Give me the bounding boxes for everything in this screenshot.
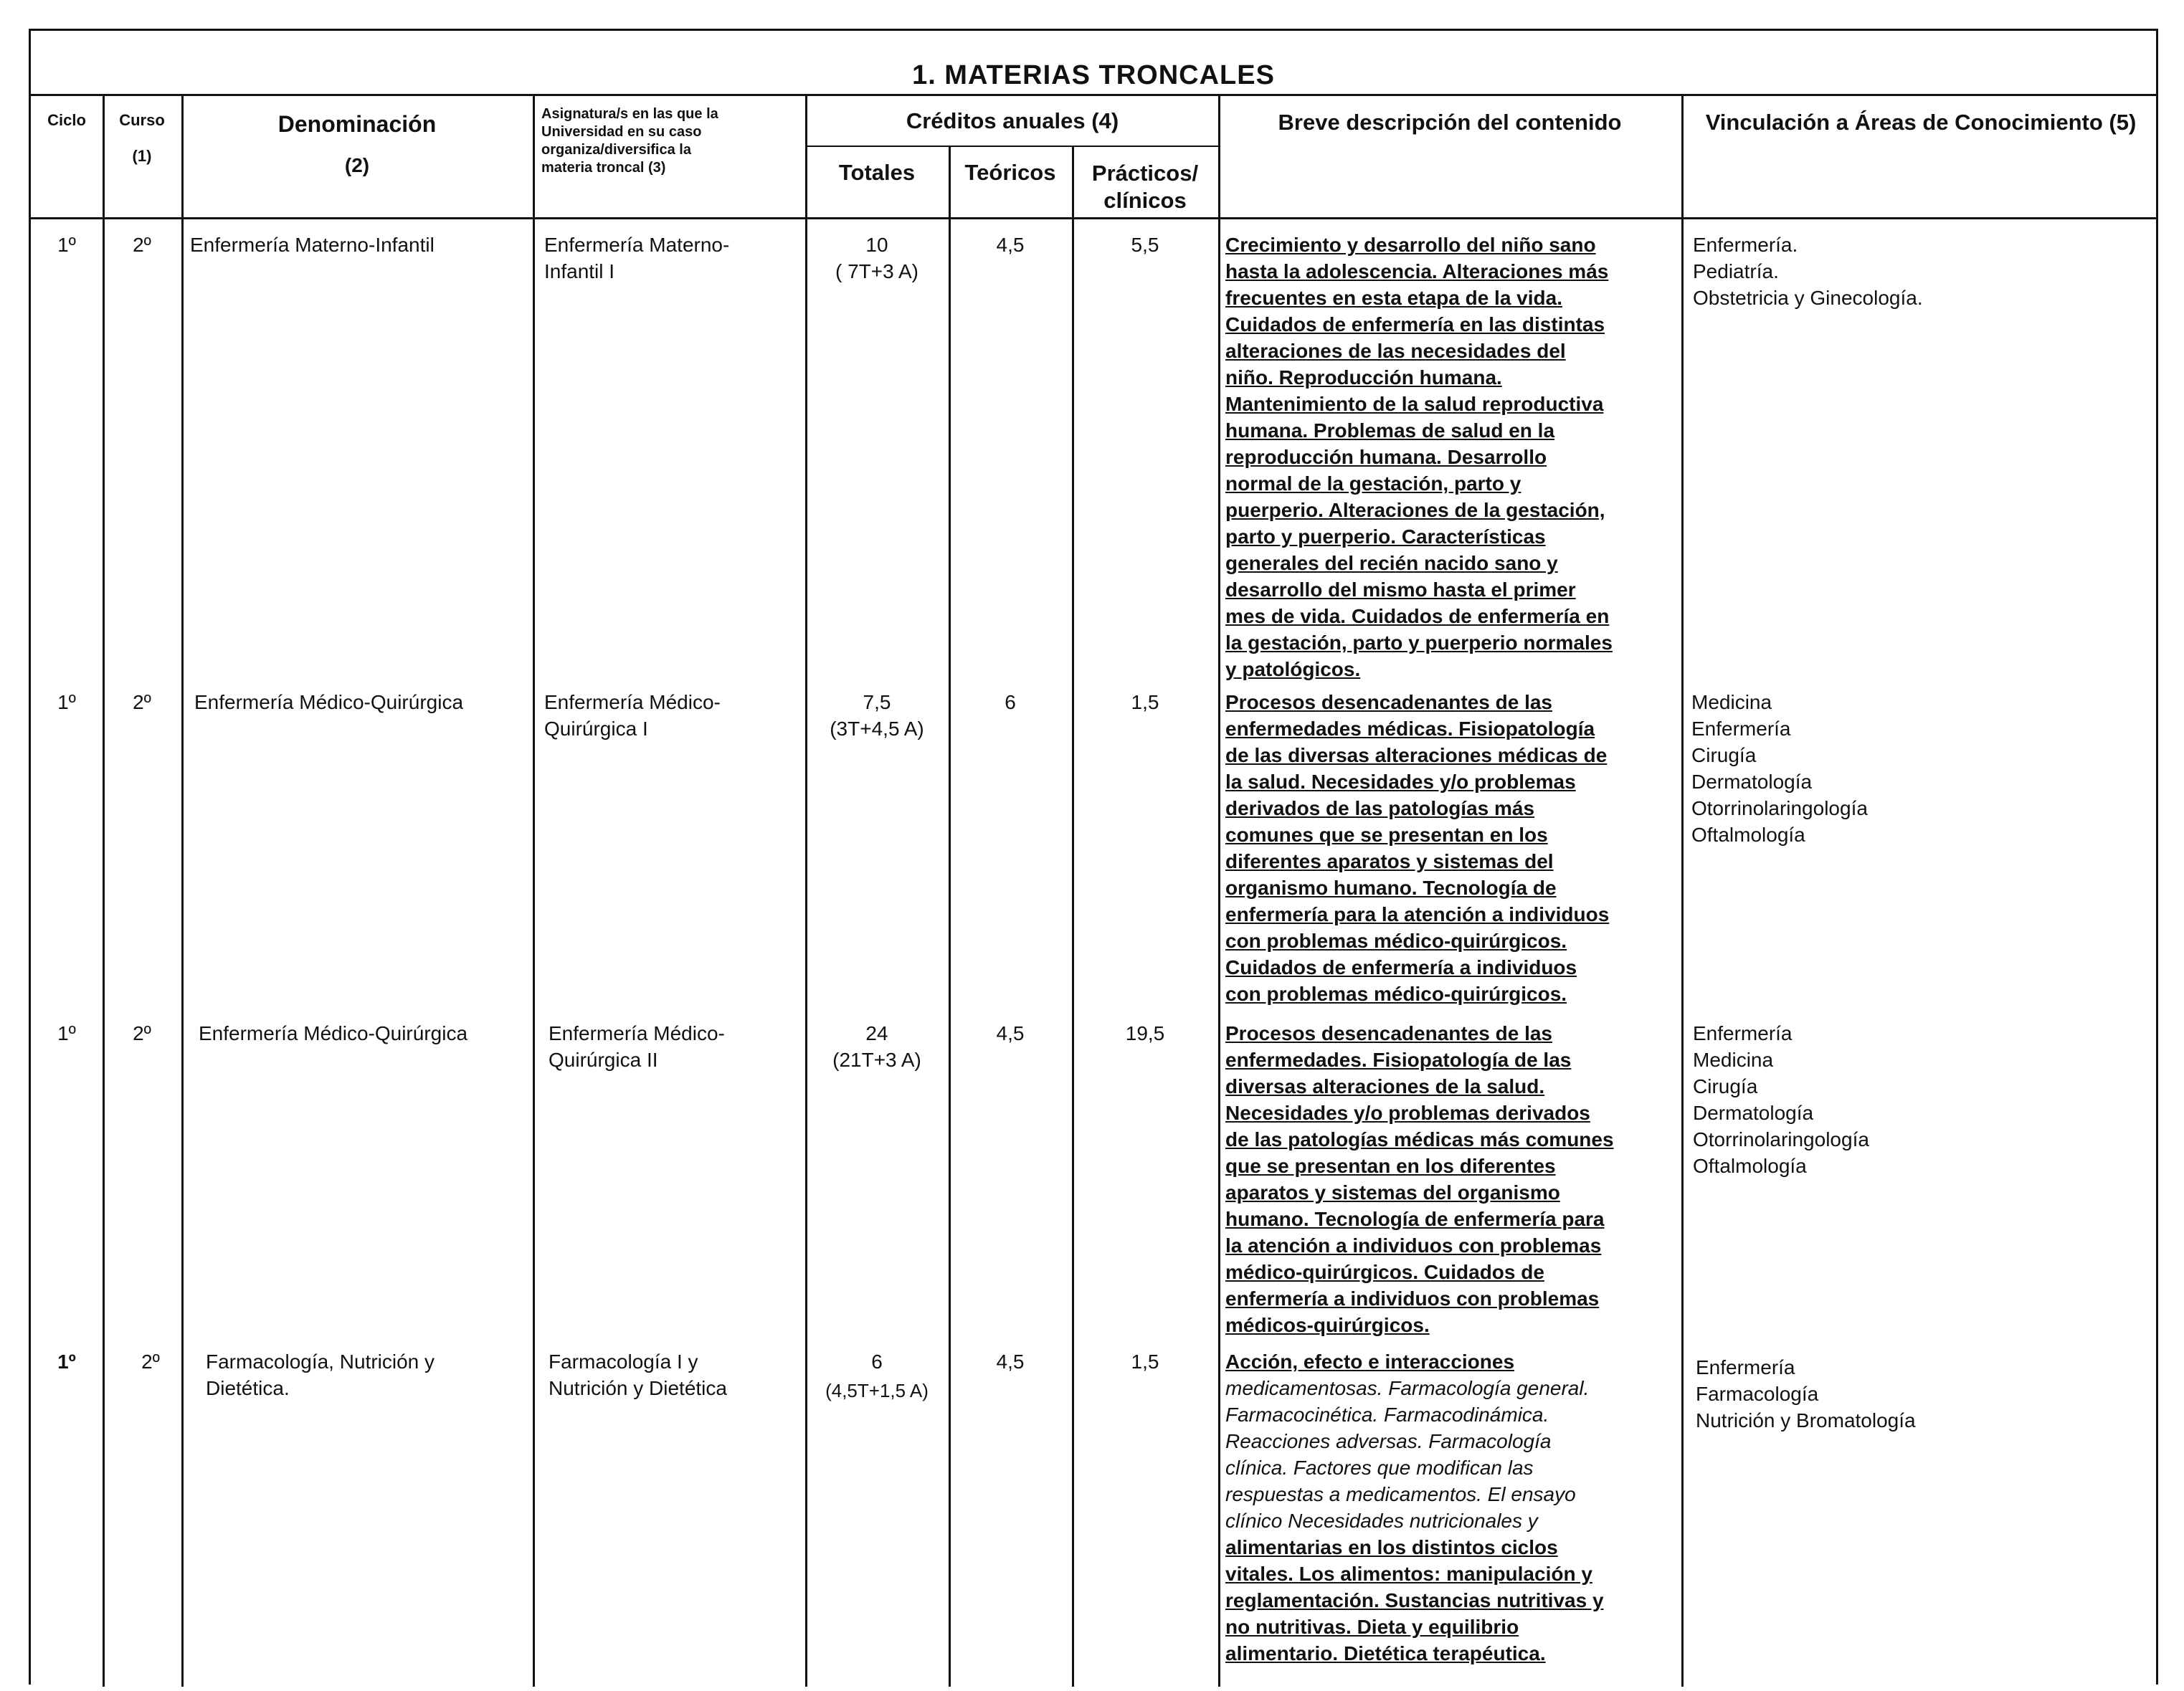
- row4-asignatura: Farmacología I y Nutrición y Dietética: [549, 1351, 727, 1399]
- row4-descripcion: Acción, efecto e interacciones medicamentosas. Farmacología general. Farmacocinética. Farmacodinámica. Reacciones adversas. Farmacología clínica. Factores que modifican las respuestas a medicamentos. El ensayo clínico Necesidades nutricionales y alimentarias en los distintos ciclos vitales. Los alimentos: manipulación y reglamentación. Sustancias nutritivas y no nutritivas. Dieta y equilibrio alimentario. Dietética terapéutica.: [1225, 1351, 1604, 1664]
- row3-practicos: 19,5: [1125, 1022, 1165, 1044]
- row3-denominacion: Enfermería Médico-Quirúrgica: [199, 1022, 468, 1044]
- header-totales: Totales: [838, 160, 916, 185]
- row1-curso: 2º: [133, 234, 151, 256]
- row4-practicos: 1,5: [1131, 1351, 1159, 1373]
- row3-totales: 24 (21T+3 A): [832, 1022, 921, 1071]
- row4-ciclo: 1º: [57, 1351, 76, 1373]
- row2-curso: 2º: [133, 691, 151, 713]
- document-sheet: [29, 29, 2158, 1685]
- row1-totales: 10 ( 7T+3 A): [835, 234, 918, 282]
- header-practicos: Prácticos/ clínicos: [1091, 161, 1199, 213]
- header-vinculacion: Vinculación a Áreas de Conocimiento (5): [1705, 110, 2137, 135]
- row2-practicos: 1,5: [1131, 691, 1159, 713]
- row1-areas: Enfermería. Pediatría. Obstetricia y Ginecología.: [1693, 234, 1923, 309]
- header-teoricos: Teóricos: [964, 160, 1056, 185]
- row2-asignatura: Enfermería Médico- Quirúrgica I: [544, 691, 721, 740]
- body-divider-asignatura: [805, 219, 807, 1687]
- header-denominacion-note: (2): [344, 154, 370, 176]
- body-divider-ciclo: [103, 219, 105, 1687]
- row3-ciclo: 1º: [57, 1022, 76, 1044]
- row1-denominacion: Enfermería Materno-Infantil: [190, 234, 435, 256]
- body-divider-descripcion: [1681, 219, 1684, 1687]
- row1-ciclo: 1º: [57, 234, 76, 256]
- row2-teoricos: 6: [1005, 691, 1016, 713]
- body-divider-denominacion: [533, 219, 535, 1687]
- header-ciclo: Ciclo: [47, 111, 86, 129]
- header-asignatura: Asignatura/s en las que la Universidad en su caso organiza/diversifica la materia troncal (3): [541, 106, 718, 176]
- row3-areas: Enfermería Medicina Cirugía Dermatología Otorrinolaringología Oftalmología: [1693, 1022, 1869, 1177]
- row4-curso: 2º: [141, 1351, 160, 1373]
- rule-under-header: [31, 217, 2156, 219]
- row1-asignatura: Enfermería Materno- Infantil I: [544, 234, 730, 282]
- row1-descripcion: Crecimiento y desarrollo del niño sano hasta la adolescencia. Alteraciones más frecuentes en esta etapa de la vida. Cuidados de enfermería en las distintas alteraciones de las necesidades del niño. Reproducción humana. Mantenimiento de la salud reproductiva humana. Problemas de salud en la reproducción humana. Desarrollo normal de la gestación, parto y puerperio. Alteraciones de la gestación, parto y puerperio. Características generales del recién nacido sano y desarrollo del mismo hasta el primer mes de vida. Cuidados de enfermería en la gestación, parto y puerperio normales y patológicos.: [1225, 234, 1613, 680]
- header-descripcion: Breve descripción del contenido: [1278, 110, 1622, 135]
- row1-practicos: 5,5: [1131, 234, 1159, 256]
- row4-totales: 6 (4,5T+1,5 A): [825, 1351, 929, 1401]
- row4-denominacion: Farmacología, Nutrición y Dietética.: [206, 1351, 435, 1399]
- header-creditos: Créditos anuales (4): [906, 108, 1119, 133]
- col-divider-denominacion: [533, 94, 535, 217]
- row2-denominacion: Enfermería Médico-Quirúrgica: [194, 691, 464, 713]
- row1-teoricos: 4,5: [996, 234, 1025, 256]
- row3-teoricos: 4,5: [996, 1022, 1025, 1044]
- row2-totales: 7,5 (3T+4,5 A): [830, 691, 924, 740]
- header-curso-note: (1): [132, 147, 152, 165]
- body-divider-creditos: [1218, 219, 1220, 1687]
- row2-ciclo: 1º: [57, 691, 76, 713]
- row4-teoricos: 4,5: [996, 1351, 1025, 1373]
- row3-descripcion: Procesos desencadenantes de las enfermedades. Fisiopatología de las diversas alteraciones de la salud. Necesidades y/o problemas derivados de las patologías médicas más comunes que se presentan en los diferentes aparatos y sistemas del organismo humano. Tecnología de enfermería para la atención a individuos con problemas médico-quirúrgicos. Cuidados de enfermería a individuos con problemas médicos-quirúrgicos.: [1225, 1022, 1614, 1336]
- row3-asignatura: Enfermería Médico- Quirúrgica II: [549, 1022, 725, 1071]
- header-curso: Curso: [119, 111, 165, 129]
- row2-areas: Medicina Enfermería Cirugía Dermatología Otorrinolaringología Oftalmología: [1691, 691, 1868, 846]
- rule-creditos: [805, 146, 1220, 147]
- body-divider-curso: [181, 219, 184, 1687]
- body-divider-teoricos: [1072, 219, 1074, 1687]
- page-title: 1. MATERIAS TRONCALES: [912, 60, 1275, 90]
- row2-descripcion: Procesos desencadenantes de las enfermedades médicas. Fisiopatología de las diversas alteraciones médicas de la salud. Necesidades y/o problemas derivados de las patologías más comunes que se presentan en los diferentes aparatos y sistemas del organismo humano. Tecnología de enfermería para la atención a individuos con problemas médico-quirúrgicos. Cuidados de enfermería a individuos con problemas médico-quirúrgicos.: [1225, 691, 1610, 1005]
- body-divider-totales: [949, 219, 951, 1687]
- header-denominacion: Denominación: [277, 111, 437, 137]
- row3-curso: 2º: [133, 1022, 151, 1044]
- row4-areas: Enfermería Farmacología Nutrición y Bromatología: [1696, 1356, 1916, 1432]
- rule-under-title: [31, 94, 2156, 96]
